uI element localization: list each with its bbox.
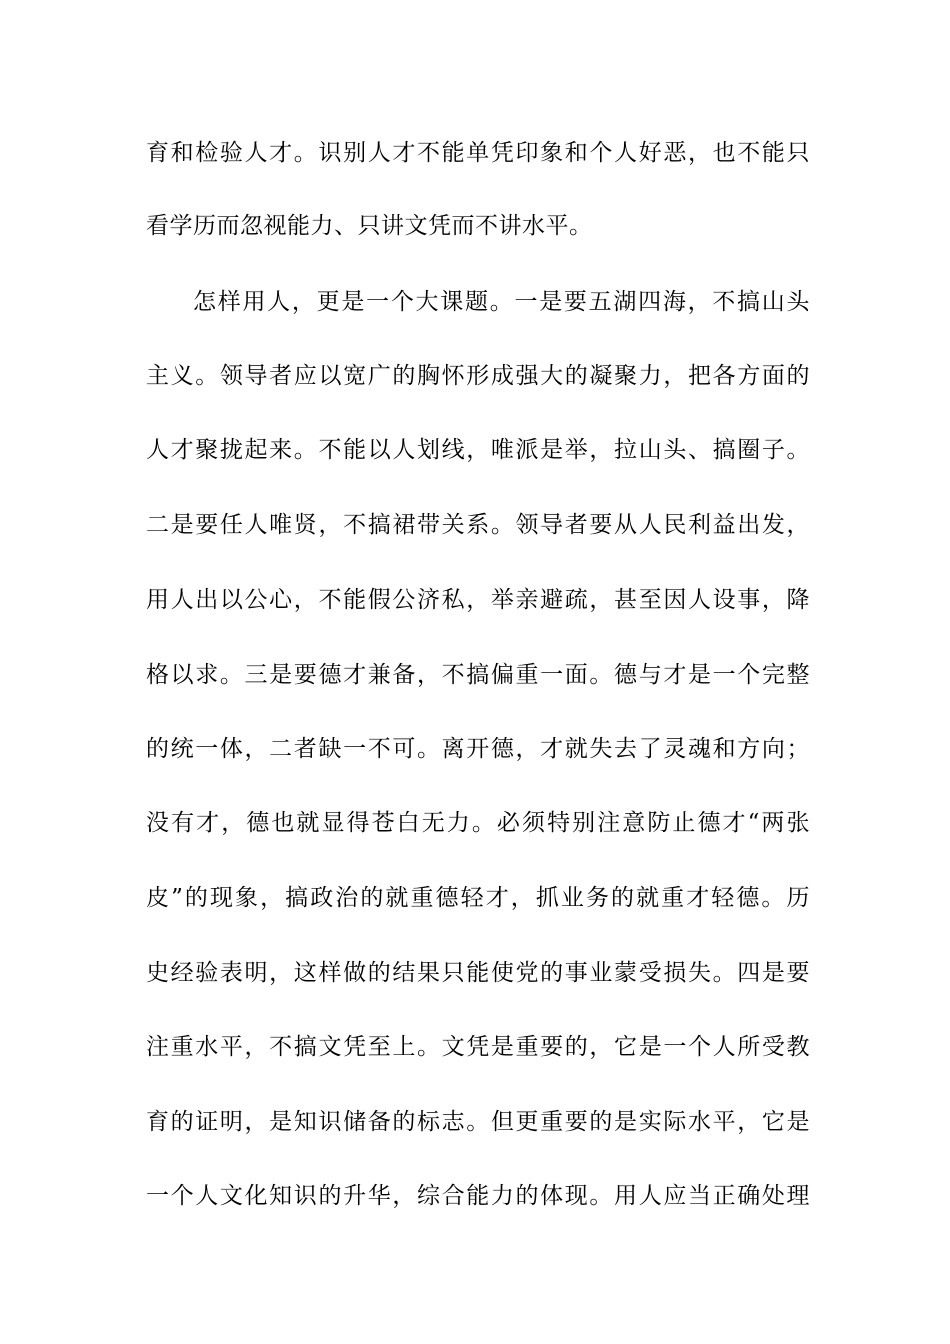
- text-line: 皮”的现象，搞政治的就重德轻才，抓业务的就重才轻德。历: [146, 885, 810, 911]
- text-line: 的统一体，二者缺一不可。离开德，才就失去了灵魂和方向；: [146, 736, 810, 762]
- text-line: 没有才，德也就显得苍白无力。必须特别注意防止德才“两张: [146, 810, 810, 836]
- text-line: 怎样用人，更是一个大课题。一是要五湖四海，不搞山头: [193, 289, 810, 315]
- text-line: 二是要任人唯贤，不搞裙带关系。领导者要从人民利益出发，: [146, 512, 810, 538]
- text-line: 注重水平，不搞文凭至上。文凭是重要的，它是一个人所受教: [146, 1034, 810, 1060]
- text-line: 育的证明，是知识储备的标志。但更重要的是实际水平，它是: [146, 1109, 810, 1135]
- text-line: 一个人文化知识的升华，综合能力的体现。用人应当正确处理: [146, 1183, 810, 1209]
- text-line: 用人出以公心，不能假公济私，举亲避疏，甚至因人设事，降: [146, 587, 810, 613]
- text-line: 看学历而忽视能力、只讲文凭而不讲水平。: [146, 213, 593, 239]
- text-line: 人才聚拢起来。不能以人划线，唯派是举，拉山头、搞圈子。: [146, 437, 810, 463]
- text-line: 史经验表明，这样做的结果只能使党的事业蒙受损失。四是要: [146, 960, 810, 986]
- text-line: 育和检验人才。识别人才不能单凭印象和个人好恶，也不能只: [146, 140, 810, 166]
- text-line: 格以求。三是要德才兼备，不搞偏重一面。德与才是一个完整: [146, 662, 810, 688]
- text-line: 主义。领导者应以宽广的胸怀形成强大的凝聚力，把各方面的: [146, 363, 810, 389]
